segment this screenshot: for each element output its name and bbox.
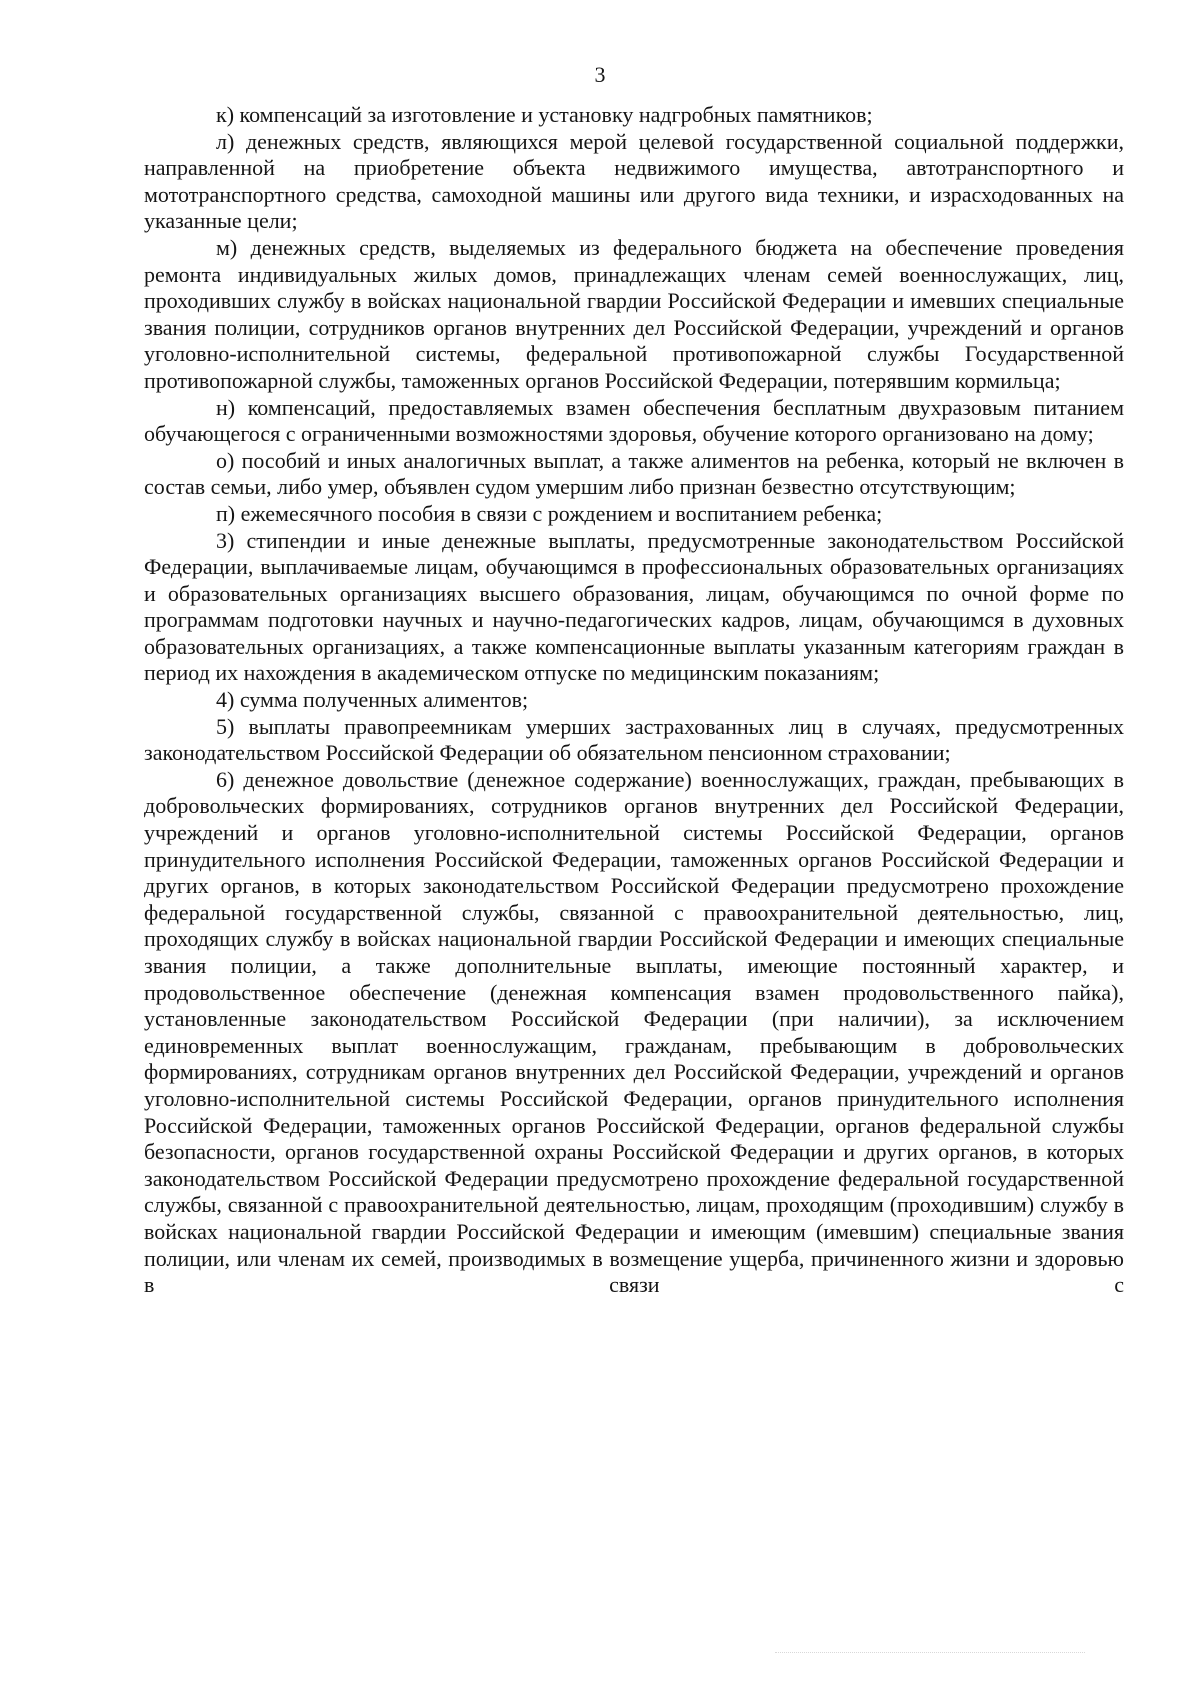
paragraph-4: 4) сумма полученных алиментов; <box>216 687 529 713</box>
paragraph-5: 5) выплаты правопреемникам умерших застрахованных лиц в случаях, предусмотренных законодательством Российской Федерации об обязательном пенсионном страховании; <box>144 713 1124 766</box>
page-number: 3 <box>594 62 606 87</box>
paragraph-k: к) компенсаций за изготовление и установку надгробных памятников; <box>216 102 873 127</box>
paragraph-n: н) компенсаций, предоставляемых взамен обеспечения бесплатным двухразовым питанием обучающегося с ограниченными возможностями здоровья, обучение которого организовано на дому; <box>144 394 1124 447</box>
scan-artifact-line <box>775 1652 1085 1654</box>
paragraph-3: 3) стипендии и иные денежные выплаты, предусмотренные законодательством Российской Федерации, выплачиваемые лицам, обучающимся в профессиональных образовательных организациях и образовательных организациях высшего образования, лицам, обучающимся по очной форме по программам подготовки научных и научно-педагогических кадров, лицам, обучающимся в духовных образовательных организациях, а также компенсационные выплаты указанным категориям граждан в период их нахождения в академическом отпуске по медицинским показаниям; <box>144 527 1124 686</box>
paragraph-p: п) ежемесячного пособия в связи с рождением и воспитанием ребенка; <box>216 500 883 526</box>
paragraph-6: 6) денежное довольствие (денежное содержание) военнослужащих, граждан, пребывающих в добровольческих формированиях, сотрудников органов внутренних дел Российской Федерации, учреждений и органов уголовно-исполнительной системы Российской Федерации, органов принудительного исполнения Российской Федерации, таможенных органов Российской Федерации и других органов, в которых законодательством Российской Федерации предусмотрено прохождение федеральной государственной службы, связанной с правоохранительной деятельностью, лиц, проходящих службу в войсках национальной гвардии Российской Федерации и имеющих специальные звания полиции, а также дополнительные выплаты, имеющие постоянный характер, и продовольственное обеспечение (денежная компенсация взамен продовольственного пайка), установленные законодательством Российской Федерации (при наличии), за исключением единовременных выплат военнослужащим, гражданам, пребывающим в добровольческих формированиях, сотрудникам органов внутренних дел Российской Федерации, учреждений и органов уголовно-исполнительной системы Российской Федерации, органов принудительного исполнения Российской Федерации, таможенных органов Российской Федерации, органов федеральной службы безопасности, органов государственной охраны Российской Федерации и других органов, в которых законодательством Российской Федерации предусмотрено прохождение федеральной государственной службы, связанной с правоохранительной деятельностью, лицам, проходящим (проходившим) службу в войсках национальной гвардии Российской Федерации и имеющим (имевшим) специальные звания полиции, или членам их семей, производимых в возмещение ущерба, причиненного жизни и здоровью в связи с <box>144 766 1124 1298</box>
paragraph-l: л) денежных средств, являющихся мерой целевой государственной социальной поддержки, направленной на приобретение объекта недвижимого имущества, автотранспортного и мототранспортного средства, самоходной машины или другого вида техники, и израсходованных на указанные цели; <box>144 128 1124 234</box>
paragraph-m: м) денежных средств, выделяемых из федерального бюджета на обеспечение проведения ремонта индивидуальных жилых домов, принадлежащих членам семей военнослужащих, лиц, проходивших службу в войсках национальной гвардии Российской Федерации и имевших специальные звания полиции, сотрудников органов внутренних дел Российской Федерации, учреждений и органов уголовно-исполнительной системы, федеральной противопожарной службы Государственной противопожарной службы, таможенных органов Российской Федерации, потерявшим кормильца; <box>144 234 1124 393</box>
paragraph-o: о) пособий и иных аналогичных выплат, а также алиментов на ребенка, который не включен в состав семьи, либо умер, объявлен судом умершим либо признан безвестно отсутствующим; <box>144 447 1124 500</box>
document-body <box>144 102 1124 1299</box>
